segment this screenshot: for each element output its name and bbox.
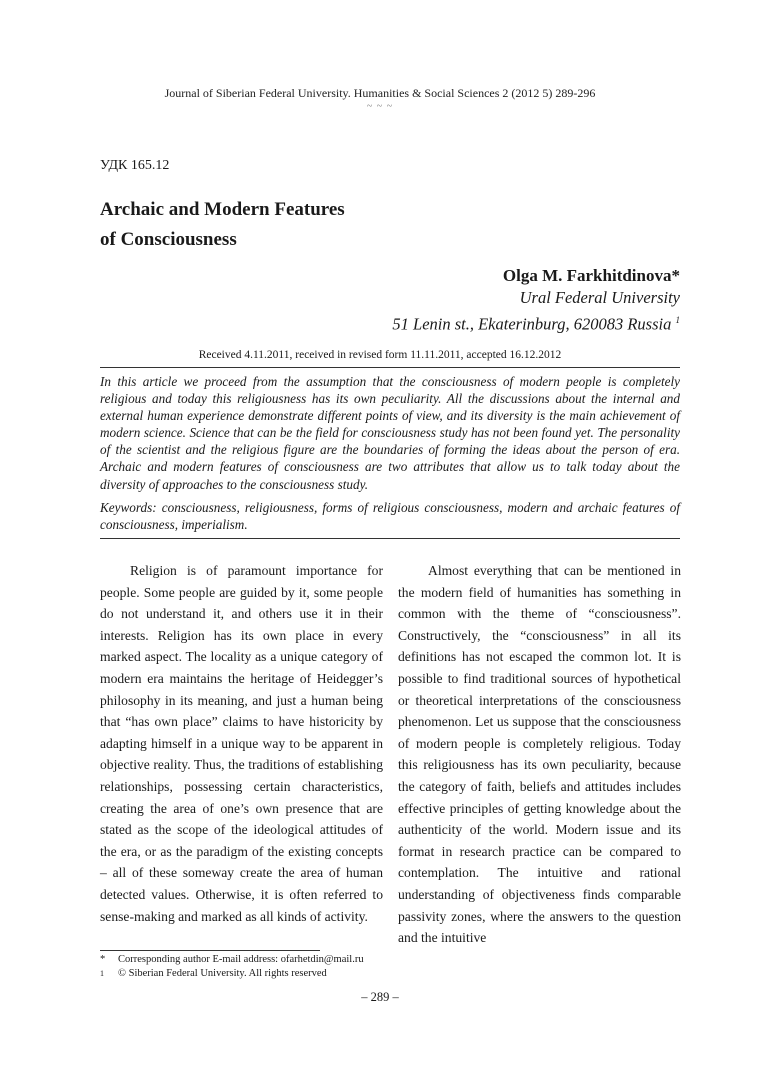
paragraph: Almost everything that can be mentioned in the modern field of humanities has something in common with the theme of “consciousness”. Constructively, the “consciousness” in all its definitions has not escaped the common lot. It is possible to find traditional sources of hypothetical or theoretical interpretations of the consciousness phenomenon. Let us suppose that the consciousness of modern people is completely religious. Today this religiousness has its own peculiarity, because the category of faith, beliefs and attitudes includes effective principles of getting knowledge about the authenticity of the world. Modern issue and its format in research practice can be compared to contemplation. The intuitive and rational understanding of objectiveness finds comparable passivity zones, where the answers to the question and the intuitive — [398, 563, 681, 946]
header-separator: ~ ~ ~ — [366, 101, 394, 112]
author-address: 51 Lenin st., Ekaterinburg, 620083 Russia — [392, 314, 672, 334]
abstract: In this article we proceed from the assumption that the consciousness of modern people is completely religious and today this religiousness has its own peculiarity. All the discussions about the internal and external human experience demonstrate different points of view, and its diversity is the main achievement of modern science. Science that can be the field for consciousness study has not been found yet. The personality of the scientist and the religious figure are the boundaries of forming the ideas about the person of era. Archaic and modern features of consciousness are two attributes that allow us to talk today about the diversity of approaches to the consciousness study. — [100, 374, 680, 492]
footnote-mark: 1 — [100, 969, 104, 978]
received-dates: Received 4.11.2011, received in revised form 11.11.2011, accepted 16.12.2012 — [198, 349, 562, 361]
journal-header: Journal of Siberian Federal University. Humanities & Social Sciences 2 (2012 5) 289-296 — [164, 86, 596, 100]
paragraph: Religion is of paramount importance for people. Some people are guided by it, some people do not understand it, and others use it in their interests. Religion has its own place in every marked aspect. The locality as a unique category of modern era maintains the heritage of Heidegger’s philosophy in its meaning, and just a human being that “has own place” claims to have historicity by adapting himself in a unique way to be apparent in objective reality. Thus, the traditions of establishing relationships, possessing certain characteristics, creating the area of one’s own presence that are stated as the scope of the ideological attitudes of the era, or as the paradigm of the existing concepts – all of these someway create the area of human detected values. Otherwise, it is often referred to sense-making and marked as all kinds of activity. — [100, 563, 383, 924]
keywords: Keywords: consciousness, religiousness, forms of religious consciousness, modern and archaic features of consciousness, imperialism. — [100, 500, 680, 533]
footnote-mark: * — [100, 954, 106, 965]
address-footnote-mark: 1 — [675, 315, 680, 325]
article-title — [100, 195, 345, 255]
body-column-left — [100, 560, 383, 927]
author-name: Olga M. Farkhitdinova* — [502, 266, 680, 285]
abstract-bottom-rule — [100, 538, 680, 539]
body-column-right — [398, 560, 681, 949]
footnote-text: © Siberian Federal University. All rights reserved — [118, 968, 327, 979]
title-line-2: of Consciousness — [100, 229, 237, 250]
footnote-text: Corresponding author E-mail address: ofarhetdin@mail.ru — [118, 954, 364, 965]
udk-code: УДК 165.12 — [100, 158, 170, 173]
author-address-line — [392, 309, 680, 336]
author-affiliation: Ural Federal University — [519, 288, 680, 307]
footnotes — [100, 953, 364, 981]
author-block — [392, 265, 680, 336]
page-number: – 289 – — [361, 990, 399, 1004]
title-line-1: Archaic and Modern Features — [100, 199, 345, 220]
footnote — [100, 967, 364, 981]
abstract-top-rule — [100, 367, 680, 368]
footnote — [100, 953, 364, 967]
footnote-rule — [100, 950, 320, 951]
